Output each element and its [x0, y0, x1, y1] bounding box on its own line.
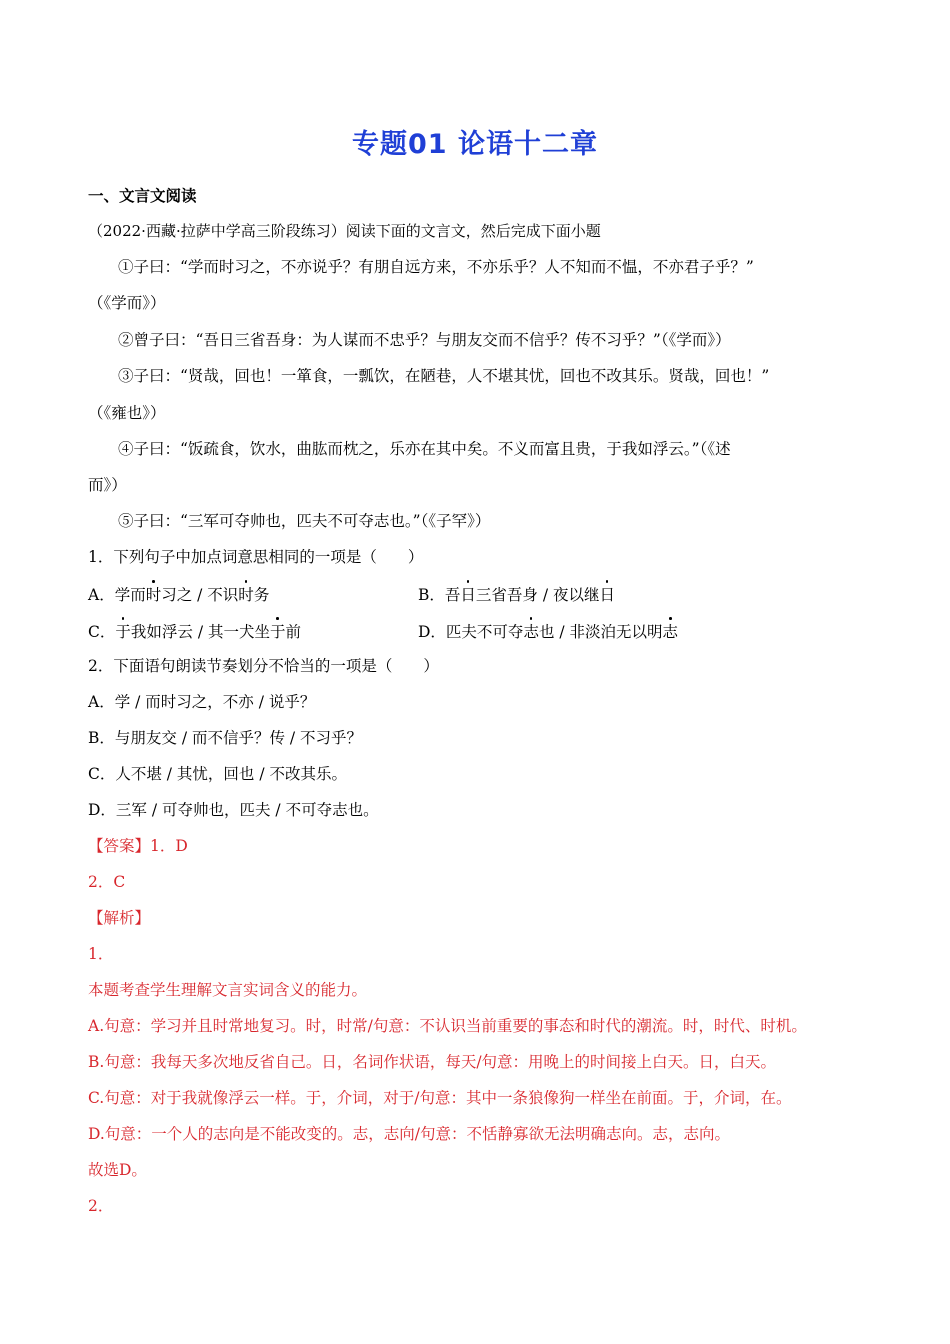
- dotted-word: 时: [146, 583, 162, 605]
- q1-option-c: [88, 620, 301, 642]
- option-text: B．吾: [418, 586, 461, 604]
- q1-option-d: [418, 620, 678, 642]
- passage-4-line-1: ④子曰：“饭疏食，饮水，曲肱而枕之，乐亦在其中矣。不义而富且贵，于我如浮云。”（《述: [118, 440, 731, 458]
- passage-1-line-1: ①子曰：“学而时习之，不亦说乎？有朋自远方来，不亦乐乎？人不知而不愠，不亦君子乎？”: [118, 258, 754, 276]
- q2-option-c: C．人不堪 / 其忧，回也 / 不改其乐。: [88, 765, 348, 783]
- analysis-choice: 故选D。: [88, 1161, 147, 1179]
- analysis-num-1: 1．: [88, 945, 114, 963]
- dotted-word: 于: [115, 620, 131, 642]
- answer-line-2: 2．C: [88, 873, 126, 891]
- option-text: 习之 / 不识: [161, 586, 239, 604]
- analysis-c: C.句意：对于我就像浮云一样。于，介词，对于/句意：其中一条狼像狗一样坐在前面。于，介词，在。: [88, 1089, 792, 1107]
- analysis-a: A.句意：学习并且时常地复习。时，时常/句意：不认识当前重要的事态和时代的潮流。时，时代、时机。: [88, 1017, 807, 1035]
- passage-2-line-1: ②曾子曰：“吾日三省吾身：为人谋而不忠乎？与朋友交而不信乎？传不习乎？”（《学而》）: [118, 331, 731, 349]
- passage-1-line-2: （《学而》）: [88, 294, 166, 312]
- q2-option-b: B．与朋友交 / 而不信乎？传 / 不习乎？: [88, 729, 363, 747]
- passage-3-line-2: （《雍也》）: [88, 404, 166, 422]
- option-text: 也 / 非淡泊无以明: [538, 623, 663, 641]
- section-heading: 一、文言文阅读: [88, 187, 197, 205]
- analysis-b: B.句意：我每天多次地反省自己。日，名词作状语，每天/句意：用晚上的时间接上白天。日，白天。: [88, 1053, 777, 1071]
- dotted-word: 于: [270, 620, 286, 642]
- option-text: 前: [285, 623, 301, 641]
- option-text: D．匹夫不可夺: [418, 623, 524, 641]
- passage-3-line-1: ③子曰：“贤哉，回也！一箪食，一瓢饮，在陋巷，人不堪其忧，回也不改其乐。贤哉，回也！”: [118, 367, 770, 385]
- analysis-intro: 本题考查学生理解文言实词含义的能力。: [88, 981, 368, 999]
- option-text: C．: [88, 623, 116, 641]
- dotted-word: 日: [460, 583, 476, 605]
- option-text: 三省吾身 / 夜以继: [475, 586, 600, 604]
- dotted-word: 志: [663, 620, 679, 642]
- passage-5-line-1: ⑤子曰：“三军可夺帅也，匹夫不可夺志也。”（《子罕》）: [118, 512, 491, 530]
- question-2-stem: 2．下面语句朗读节奏划分不恰当的一项是（ ）: [88, 657, 439, 675]
- option-text: 我如浮云 / 其一犬坐: [130, 623, 270, 641]
- dotted-word: 时: [238, 583, 254, 605]
- analysis-d: D.句意：一个人的志向是不能改变的。志，志向/句意：不恬静寡欲无法明确志向。志，志向。: [88, 1125, 731, 1143]
- source-note: （2022·西藏·拉萨中学高三阶段练习）阅读下面的文言文，然后完成下面小题: [88, 222, 601, 240]
- q2-option-a: A．学 / 而时习之，不亦 / 说乎？: [88, 693, 316, 711]
- dotted-word: 志: [523, 620, 539, 642]
- dotted-word: 日: [599, 583, 615, 605]
- passage-4-line-2: 而》）: [88, 476, 127, 494]
- q1-option-a: [88, 583, 269, 605]
- option-text: A．学而: [88, 586, 146, 604]
- page-title: 专题01 论语十二章: [352, 129, 598, 160]
- analysis-num-2: 2．: [88, 1197, 114, 1215]
- q2-option-d: D．三军 / 可夺帅也，匹夫 / 不可夺志也。: [88, 801, 379, 819]
- q1-option-b: [418, 583, 615, 605]
- question-1-stem: 1．下列句子中加点词意思相同的一项是（ ）: [88, 548, 424, 566]
- option-text: 务: [253, 586, 270, 604]
- answer-line-1: 【答案】1．D: [88, 837, 188, 855]
- analysis-label: 【解析】: [88, 909, 151, 927]
